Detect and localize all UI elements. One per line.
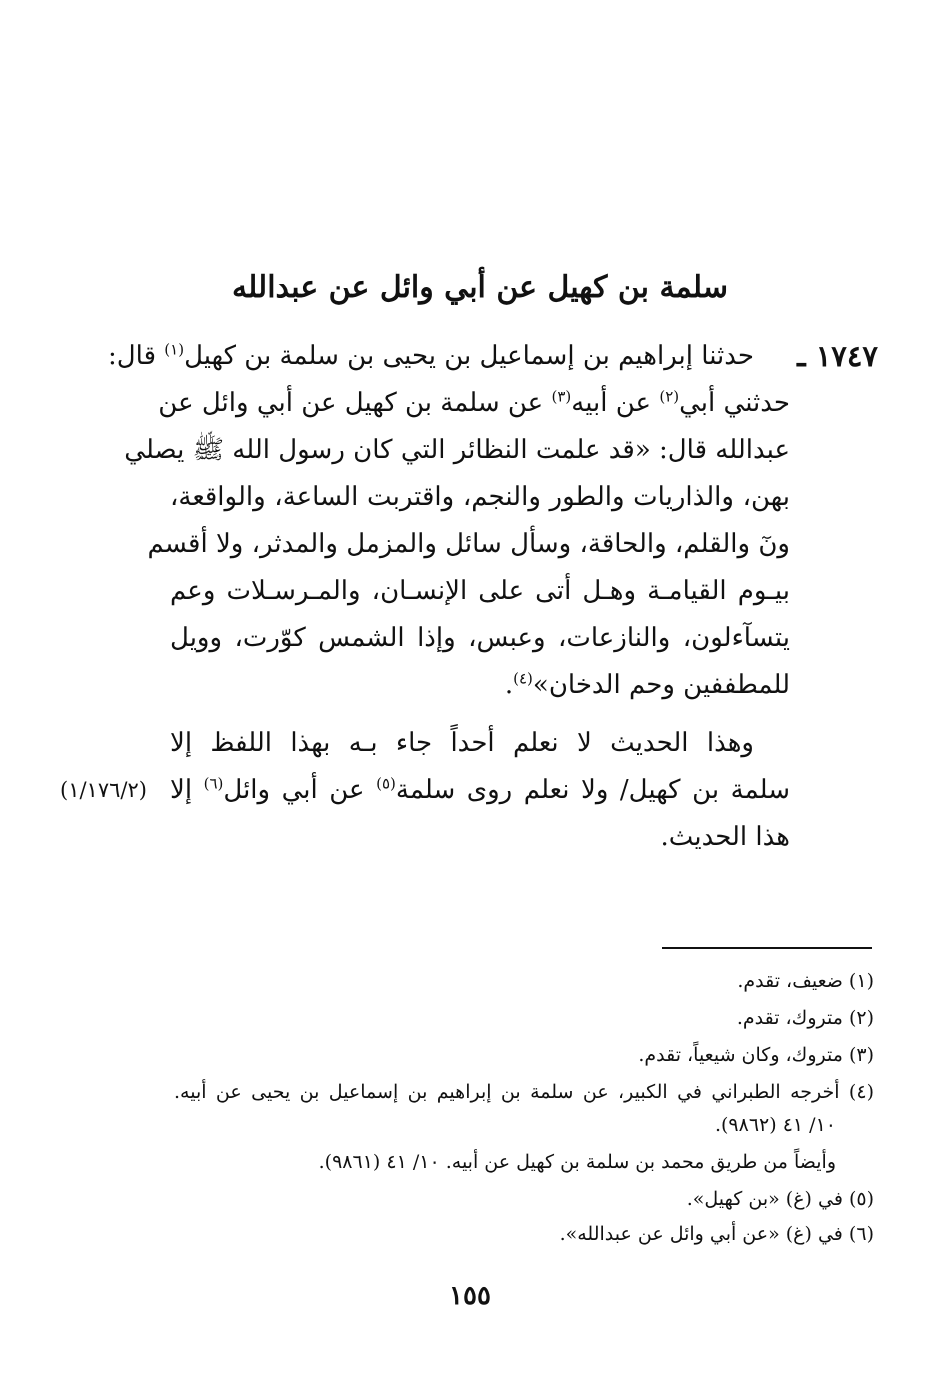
footnote-5: (٥) في (غ) «بن كهيل». — [686, 1188, 874, 1210]
hadith-line-6: بيـوم القيامـة وهـل أتى على الإنسـان، والمـرسـلات وعم — [170, 576, 790, 606]
footnote-ref-6: (٦) — [203, 774, 224, 793]
hadith-line-2-c: عن سلمة بن كهيل عن أبي وائل عن — [158, 388, 544, 418]
hadith-line-8-end: . — [504, 670, 514, 700]
hadith-line-4: بهن، والذاريات والطور والنجم، واقتربت الساعة، والواقعة، — [170, 482, 790, 512]
footnote-ref-3: (٣) — [551, 387, 572, 406]
section-title: سلمة بن كهيل عن أبي وائل عن عبدالله — [232, 270, 728, 305]
footnote-2: (٢) متروك، تقدم. — [736, 1007, 874, 1029]
comment-line-3: هذا الحديث. — [660, 822, 790, 852]
footnote-1: (١) ضعيف، تقدم. — [737, 970, 874, 992]
hadith-line-2-b: عن أبيه — [571, 388, 652, 418]
footnote-4-line-1: (٤) أخرجه الطبراني في الكبير، عن سلمة بن إبراهيم بن إسماعيل بن يحيى عن أبيه. — [174, 1081, 874, 1103]
footnote-ref-1: (١) — [164, 340, 185, 359]
comment-line-1: وهذا الحديث لا نعلم أحداً جاء بـه بهذا اللفظ إلا — [170, 728, 754, 758]
comment-line-2-a: سلمة بن كهيل/ ولا نعلم روى سلمة — [395, 775, 791, 805]
hadith-line-2-a: حدثني أبي — [679, 388, 790, 418]
hadith-line-7: يتسآءلون، والنازعات، وعبس، وإذا الشمس كوّرت، وويل — [170, 623, 790, 653]
footnote-ref-4: (٤) — [513, 669, 533, 688]
comment-line-2-b: عن أبي وائل — [223, 775, 365, 805]
footnote-divider — [662, 947, 872, 949]
hadith-line-5: ونٓ والقلم، والحاقة، وسأل سائل والمزمل والمدثر، ولا أقسم — [147, 529, 790, 559]
footnote-4-line-2: ١٠/ ٤١ (٩٨٦٢). — [714, 1114, 836, 1136]
manuscript-margin-reference: (١/١٧٦/٢) — [60, 778, 147, 802]
hadith-line-1 — [108, 336, 754, 376]
hadith-line-8 — [170, 665, 790, 705]
hadith-number: ١٧٤٧ ـ — [797, 339, 878, 373]
hadith-line-8-text: للمطففين وحم الدخان» — [532, 670, 790, 700]
page-number: ١٥٥ — [449, 1281, 491, 1311]
footnote-ref-2: (٢) — [659, 387, 680, 406]
footnote-3: (٣) متروك، وكان شيعياً، تقدم. — [638, 1044, 874, 1066]
footnote-6: (٦) في (غ) «عن أبي وائل عن عبدالله». — [559, 1223, 874, 1245]
comment-line-2 — [170, 770, 790, 810]
hadith-line-2 — [158, 383, 790, 423]
comment-line-2-c: إلا — [170, 775, 193, 805]
hadith-line-1-text: حدثنا إبراهيم بن إسماعيل بن يحيى بن سلمة بن كهيل — [184, 341, 754, 371]
hadith-line-1-end: قال: — [108, 341, 157, 371]
hadith-line-3: عبدالله قال: «قد علمت النظائر التي كان رسول الله ﷺ يصلي — [124, 435, 790, 465]
footnote-ref-5: (٥) — [376, 774, 396, 793]
footnote-4-line-3: وأيضاً من طريق محمد بن سلمة بن كهيل عن أبيه. ١٠/ ٤١ (٩٨٦١). — [318, 1151, 836, 1173]
